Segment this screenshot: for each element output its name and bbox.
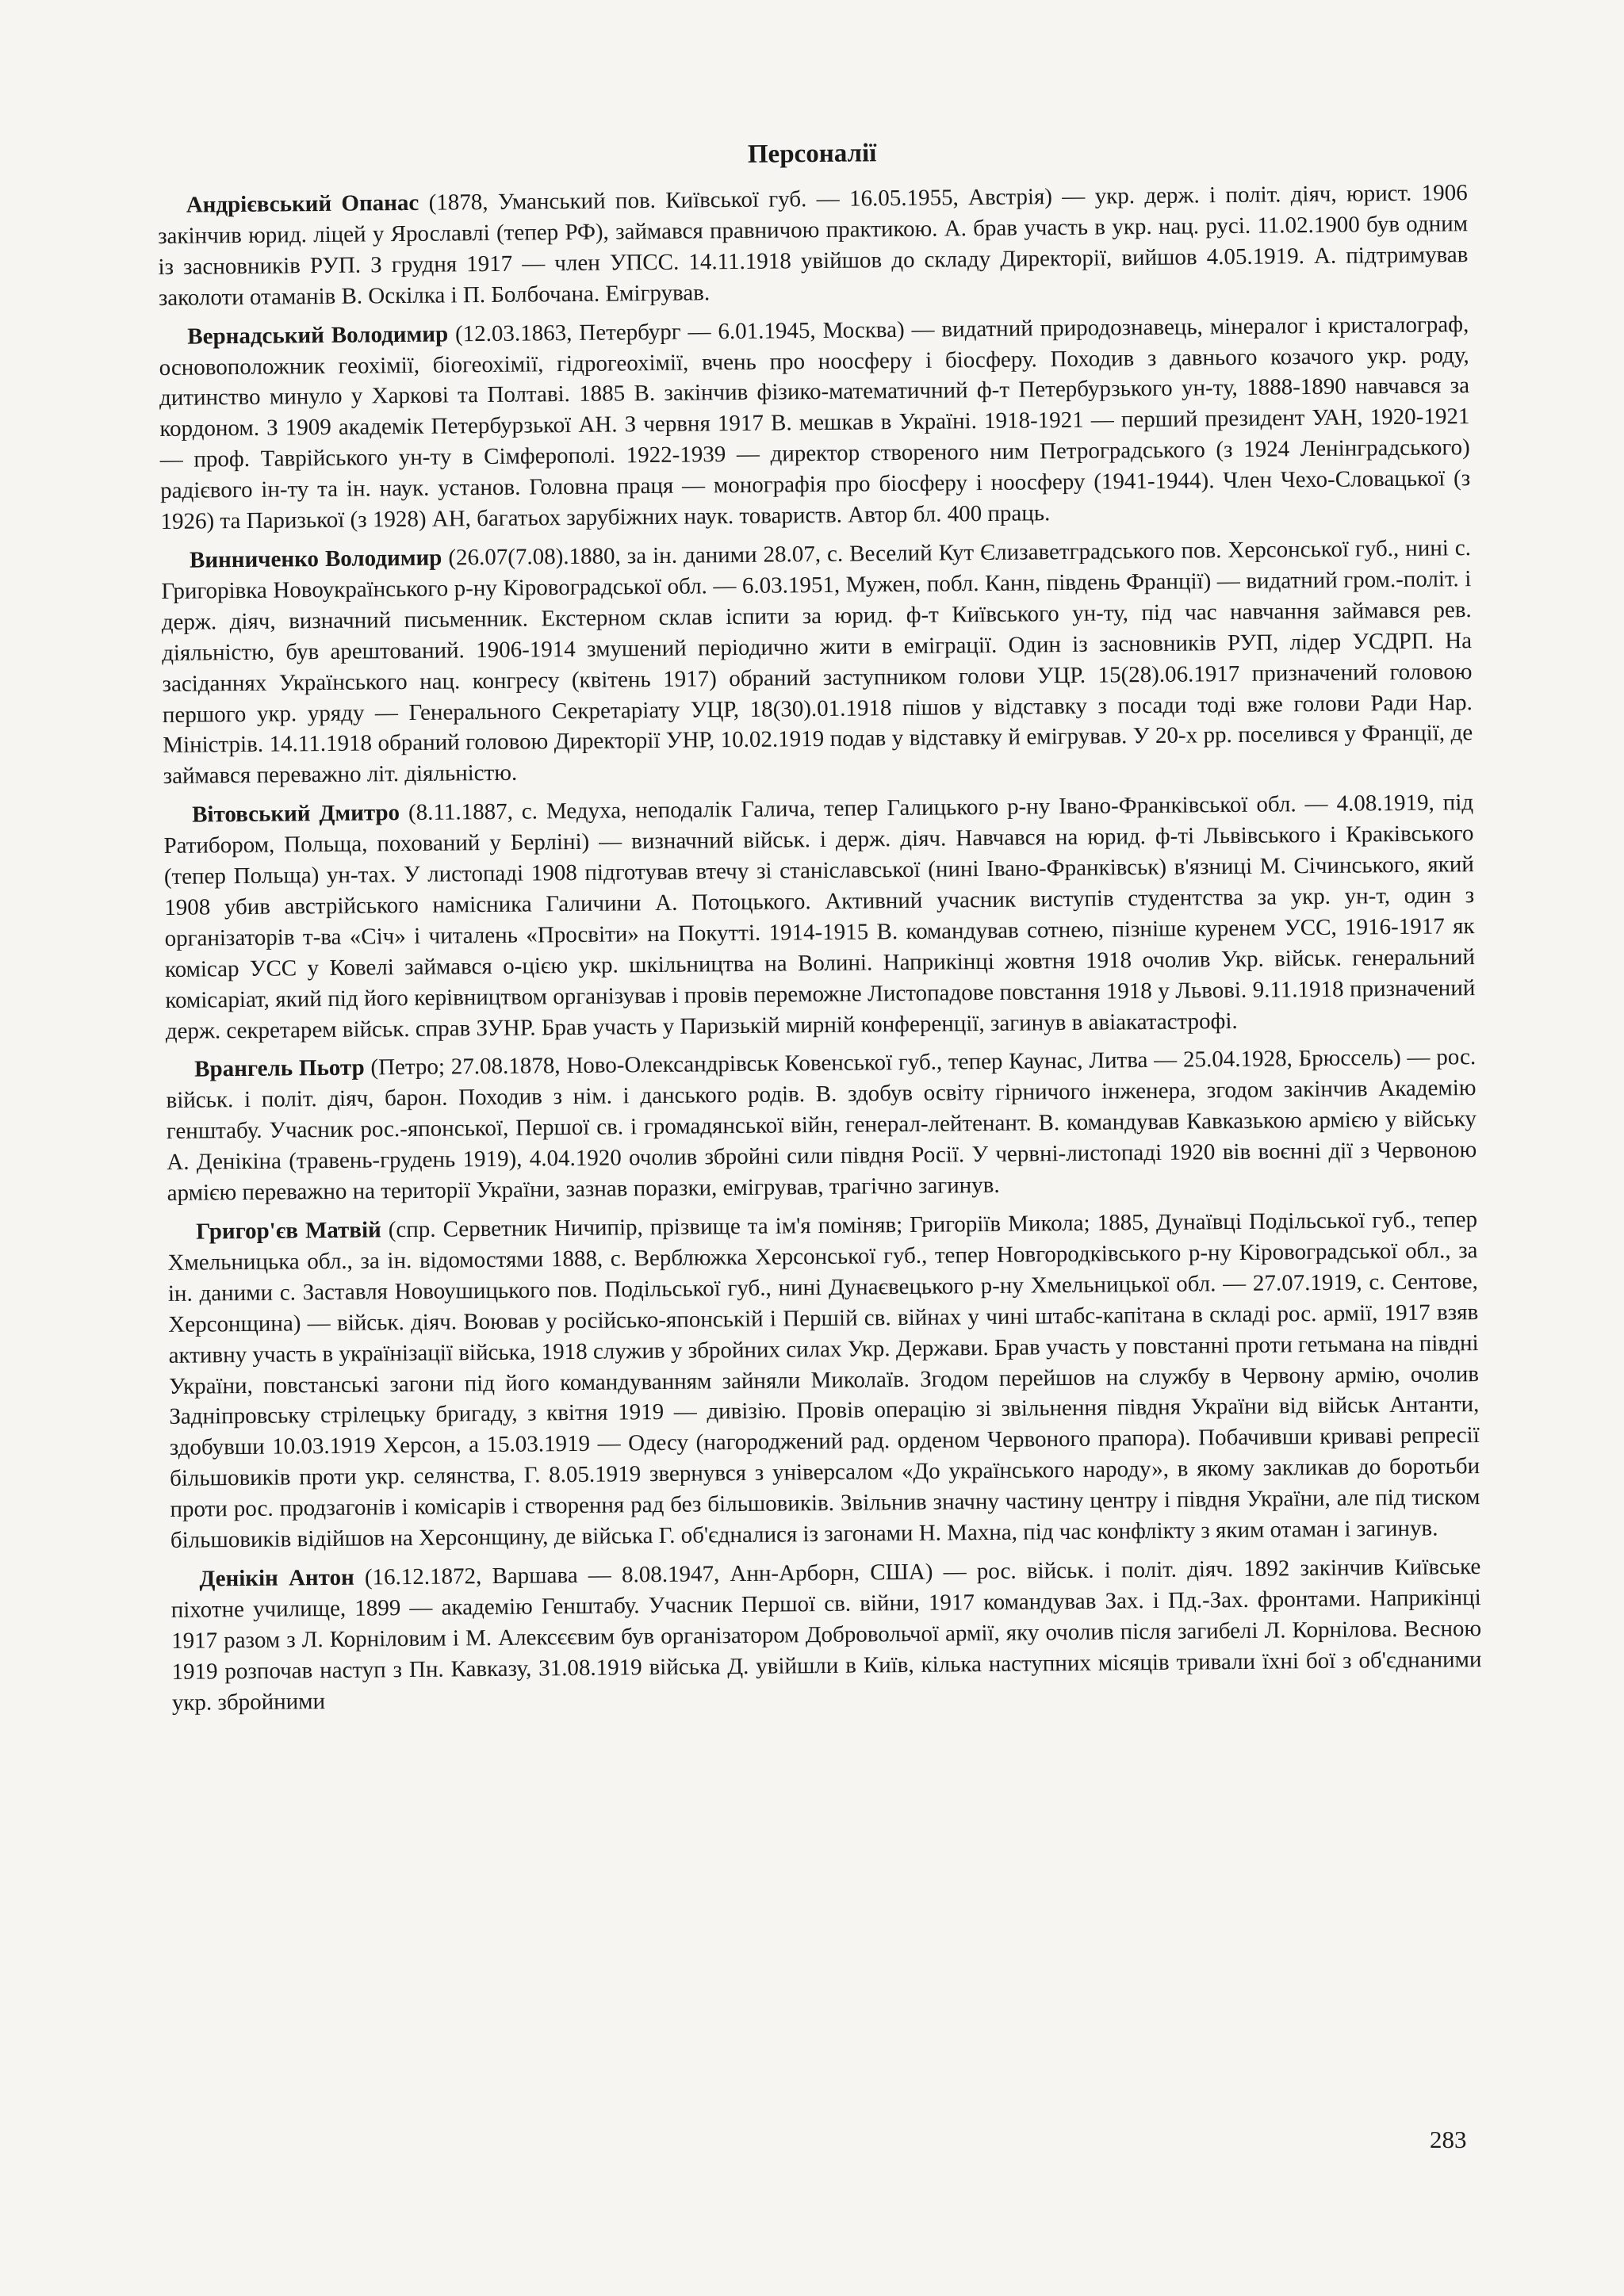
page-title: Персоналії <box>747 139 877 169</box>
entry-name: Григор'єв Матвій <box>196 1217 381 1245</box>
entry-name: Винниченко Володимир <box>189 545 442 573</box>
entry-wrangel <box>166 1043 1477 1209</box>
entry-text: (26.07(7.08).1880, за ін. даними 28.07, с. Веселий Кут Єлизаветградського пов. Херсонської губ., нині с. Григорівка Новоукраїнського р-ну Кіровоградської обл. — 6.03.1951, Мужен, побл. Канн, південь Франції) — видатний гром.-політ. і держ. діяч, визначний письменник. Екстерном склав іспити за юрид. ф-т Київського ун-ту, під час навчання займався рев. діяльністю, був арештований. 1906-1914 змушений періодично жити в еміграції. Один із засновників РУП, лідер УСДРП. На засіданнях Українського нац. конгресу (квітень 1917) обраний заступником голови УЦР. 15(28).06.1917 призначений головою першого укр. уряду — Генерального Секретаріату УЦР, 18(30).01.1918 пішов у відставку з посади тоді вже голови Ради Нар. Міністрів. 14.11.1918 обраний головою Директорії УНР, 10.02.1919 подав у відставку й емігрував. У 20-х рр. поселився у Франції, де займався переважно літ. діяльністю. <box>161 535 1473 790</box>
entry-text: (12.03.1863, Петербург — 6.01.1945, Москва) — видатний природознавець, мінералог і кристалограф, основоположник геохімії, біогеохімії, гідрогеохімії, вчень про ноосферу і біосферу. Походив з давнього козачого укр. роду, дитинство минуло у Харкові та Полтаві. 1885 В. закінчив фізико-математичний ф-т Петербурзького ун-ту, 1888-1890 навчався за кордоном. З 1909 академік Петербурзької АН. З червня 1917 В. мешкав в Україні. 1918-1921 — перший президент УАН, 1920-1921 — проф. Таврійського ун-ту в Сімферополі. 1922-1939 — директор створеного ним Петроградського (з 1924 Ленінградського) радієвого ін-ту та ін. наук. установ. Головна праця — монографія про біосферу і ноосферу (1941-1944). Член Чехо-Словацької (з 1926) та Паризької (з 1928) АН, багатьох зарубіжних наук. товариств. Автор бл. 400 праць. <box>159 311 1471 535</box>
entry-hryhoriev <box>167 1204 1480 1556</box>
entry-text: (16.12.1872, Варшава — 8.08.1947, Анн-Арборн, США) — рос. військ. і політ. діяч. 1892 закінчив Київське піхотне училище, 1899 — академію Генштабу. Учасник Першої св. війни, 1917 командував Зах. і Пд.-Зах. фронтами. Наприкінці 1917 разом з Л. Корніловим і М. Алексєєвим був організатором Добровольчої армії, яку очолив після загибелі Л. Корнілова. Весною 1919 розпочав наступ з Пн. Кавказу, 31.08.1919 війська Д. увійшли в Київ, кілька наступних місяців тривали їхні бої з об'єднаними укр. збройними <box>170 1554 1482 1716</box>
entry-name: Врангель Пьотр <box>194 1055 365 1083</box>
entry-vitovskyi <box>163 787 1476 1047</box>
entry-vernadskyi <box>159 309 1471 538</box>
entry-name: Денікін Антон <box>199 1564 354 1592</box>
entry-text: (Петро; 27.08.1878, Ново-Олександрівськ Ковенської губ., тепер Каунас, Литва — 25.04.1928, Брюссель) — рос. військ. і політ. діяч, барон. Походив з нім. і данського родів. В. здобув освіту гірничого інженера, згодом закінчив Академію генштабу. Учасник рос.-японської, Першої св. і громадянської війн, генерал-лейтенант. В. командував Кавказькою армією у війську А. Денікіна (травень-грудень 1919), 4.04.1920 очолив збройні сили півдня Росії. У червні-листопаді 1920 вів воєнні дії з Червоною армією переважно на території України, зазнав поразки, емігрував, трагічно загинув. <box>166 1044 1477 1207</box>
entry-name: Вітовський Дмитро <box>191 800 400 828</box>
entry-vynnychenko <box>161 533 1473 792</box>
entry-text: (8.11.1887, с. Медуха, неподалік Галича, тепер Галицького р-ну Івано-Франківської обл. — 4.08.1919, під Ратибором, Польща, похований у Берліні) — визначний військ. і держ. діяч. Навчався на юрид. ф-ті Львівського і Краківського (тепер Польща) ун-тах. У листопаді 1908 підготував втечу зі станіславської (нині Івано-Франківськ) в'язниці М. Січинського, який 1908 убив австрійського намісника Галичини А. Потоцького. Активний учасник виступів студентства за укр. ун-т, один з організаторів т-ва «Січ» і читалень «Просвіти» на Покутті. 1914-1915 В. командував сотнею, пізніше куренем УСС, 1916-1917 як комісар УСС у Ковелі займався о-цією укр. шкільництва на Волині. Наприкінці жовтня 1918 очолив Укр. військ. генеральний комісаріат, який під його керівництвом організував і провів переможне Листопадове повстання 1918 у Львові. 9.11.1918 призначений держ. секретарем військ. справ ЗУНР. Брав участь у Паризькій мирній конференції, загинув в авіакатастрофі. <box>163 790 1476 1044</box>
entry-text: (1878, Уманський пов. Київської губ. — 16.05.1955, Австрія) — укр. держ. і політ. діяч, юрист. 1906 закінчив юрид. ліцей у Ярославлі (тепер РФ), займався правничою практикою. А. брав участь в укр. нац. русі. 11.02.1900 був одним із засновників РУП. З грудня 1917 — член УПСС. 14.11.1918 увійшов до складу Директорії, вийшов 4.05.1919. А. підтримував заколоти отаманів В. Оскілка і П. Болбочана. Емігрував. <box>157 180 1469 311</box>
page-number: 283 <box>1430 2126 1467 2153</box>
entry-name: Вернадський Володимир <box>187 321 449 350</box>
text-block <box>157 132 1482 1726</box>
entry-denikin <box>170 1552 1482 1718</box>
entry-text: (спр. Серветник Ничипір, прізвище та ім'я поміняв; Григоріїв Микола; 1885, Дунаївці Подільської губ., тепер Хмельницька обл., за ін. відомостями 1888, с. Верблюжка Херсонської губ., тепер Новгородківського р-ну Кіровоградської обл., за ін. даними с. Заставля Новоушицького пов. Подільської губ., нині Дунаєвецького р-ну Хмельницької обл. — 27.07.1919, с. Сентове, Херсонщина) — військ. діяч. Воював у російсько-японській і Першій св. війнах у чині штабс-капітана в складі рос. армії, 1917 взяв активну участь в українізації війська, 1918 служив у збройних силах Укр. Держави. Брав участь у повстанні проти гетьмана на півдні України, повстанські загони під його командуванням зайняли Миколаїв. Згодом перейшов на службу в Червону армію, очолив Задніпровську стрілецьку бригаду, з квітня 1919 — дивізію. Провів операцію зі звільнення півдня України від військ Антанти, здобувши 10.03.1919 Херсон, а 15.03.1919 — Одесу (нагороджений рад. орденом Червоного прапора). Побачивши криваві репресії більшовиків проти укр. селянства, Г. 8.05.1919 звернувся з універсалом «До українського народу», в якому закликав до боротьби проти рос. продзагонів і комісарів і створення рад без більшовиків. Звільнив значну частину центру і півдня України, але під тиском більшовиків відійшов на Херсонщину, де війська Г. об'єдналися із загонами Н. Махна, під час конфлікту з яким отаман і загинув. <box>167 1207 1480 1553</box>
entry-andriievskyi <box>158 178 1469 313</box>
entry-name: Андрієвський Опанас <box>186 189 419 218</box>
